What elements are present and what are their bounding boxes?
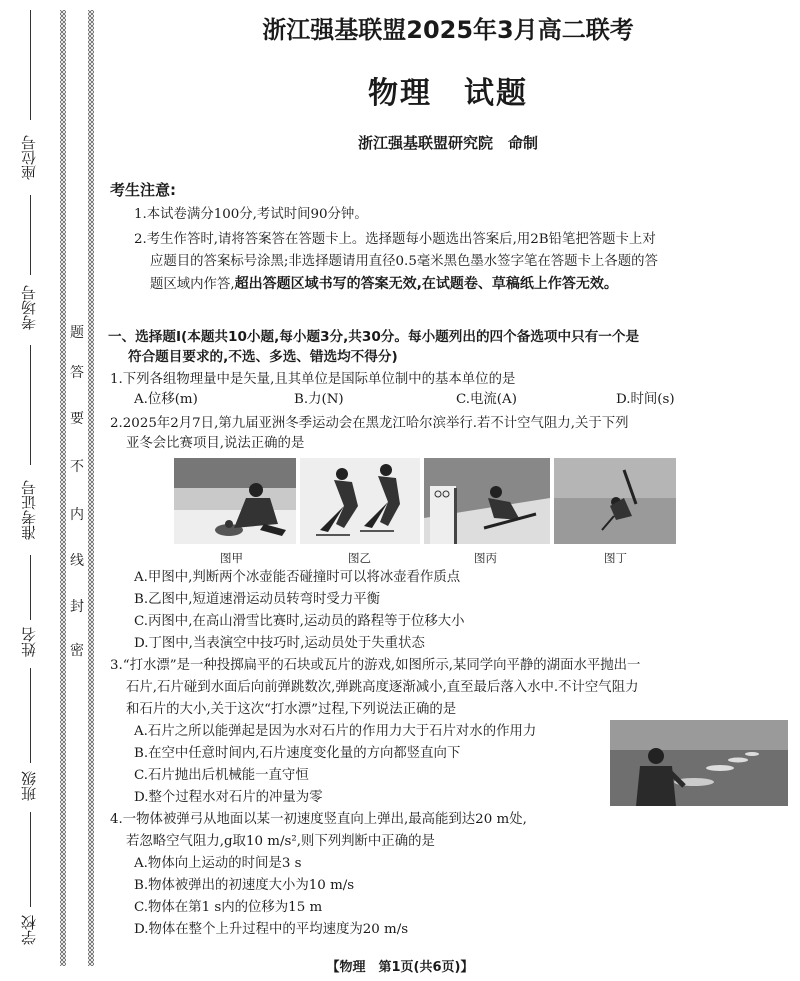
question-4-option-d: D.物体在整个上升过程中的平均速度为20 m/s [134, 922, 409, 937]
admission-number-label: 准考证号 [20, 480, 38, 540]
admission-line [30, 345, 31, 465]
seal-char: 答 [70, 365, 84, 381]
figure-caption-jia: 图甲 [220, 551, 243, 565]
question-1-option-a: A.位移(m) [134, 392, 198, 407]
question-4-option-b: B.物体被弹出的初速度大小为10 m/s [134, 878, 355, 893]
question-2-stem-line-1: 2.2025年2月7日,第九届亚洲冬季运动会在黑龙江哈尔滨举行.若不计空气阻力,关于下列 [110, 416, 629, 431]
seal-char: 不 [70, 459, 84, 475]
section-1-heading-line-1: 一、选择题Ⅰ(本题共10小题,每小题3分,共30分。每小题列出的四个备选项中只有一个是 [108, 329, 640, 345]
notice-item-2-line-3 [150, 274, 618, 295]
figure-caption-bing: 图丙 [474, 551, 497, 565]
exam-room-line [30, 195, 31, 275]
question-3-option-d: D.整个过程水对石片的冲量为零 [134, 790, 323, 805]
question-3-stem-line-3: 和石片的大小,关于这次“打水漂”过程,下列说法正确的是 [126, 702, 457, 717]
question-2-option-d: D.丁图中,当表演空中技巧时,运动员处于失重状态 [134, 636, 425, 651]
seal-char: 要 [70, 411, 84, 427]
notice-item-2-line-2: 应题目的答案标号涂黑;非选择题请用直径0.5毫米黑色墨水签字笔在答题卡上各题的答 [150, 254, 658, 269]
exam-room-label: 考场号 [20, 285, 38, 331]
section-1-heading-line-2: 符合题目要求的,不选、多选、错选均不得分) [128, 349, 398, 365]
question-4-option-c: C.物体在第1 s内的位移为15 m [134, 900, 323, 915]
seal-char: 内 [70, 507, 84, 523]
question-2-option-b: B.乙图中,短道速滑运动员转弯时受力平衡 [134, 592, 380, 607]
binding-sidebar [0, 0, 105, 981]
notice-item-1: 1.本试卷满分100分,考试时间90分钟。 [134, 207, 368, 222]
figure-caption-ding: 图丁 [604, 551, 627, 565]
class-line [30, 668, 31, 763]
question-4-stem-line-2: 若忽略空气阻力,g取10 m/s²,则下列判断中正确的是 [126, 834, 435, 849]
question-2-stem-line-2: 亚冬会比赛项目,说法正确的是 [126, 436, 305, 451]
curling-photo [174, 458, 296, 544]
question-1-option-d: D.时间(s) [616, 392, 675, 407]
question-4-option-a: A.物体向上运动的时间是3 s [134, 856, 302, 871]
speed-skating-photo [300, 458, 420, 544]
school-label: 学校 [20, 915, 38, 945]
question-3-stem-line-1: 3.“打水漂”是一种投掷扁平的石块或瓦片的游戏,如图所示,某同学向平静的湖面水平抛出一 [110, 658, 641, 673]
notice-item-2-line-3a: 题区域内作答, [150, 277, 235, 292]
author-line: 浙江强基联盟研究院 命制 [357, 134, 538, 152]
seat-line [30, 10, 31, 120]
name-line [30, 555, 31, 620]
notice-item-2-line-1: 2.考生作答时,请将答案答在答题卡上。选择题每小题选出答案后,用2B铅笔把答题卡上对 [134, 232, 656, 247]
question-1-option-b: B.力(N) [294, 392, 344, 407]
alpine-skiing-photo [424, 458, 550, 544]
seal-char: 密 [70, 643, 84, 659]
notice-bold-warning: 超出答题区域书写的答案无效,在试题卷、草稿纸上作答无效。 [234, 276, 618, 292]
question-1-stem: 1.下列各组物理量中是矢量,且其单位是国际单位制中的基本单位的是 [110, 372, 516, 387]
seal-char: 题 [70, 325, 84, 341]
question-3-stem-line-2: 石片,石片碰到水面后向前弹跳数次,弹跳高度逐渐减小,直至最后落入水中.不计空气阻力 [126, 680, 639, 695]
seal-stripe-inner [66, 10, 88, 966]
question-1-option-c: C.电流(A) [456, 392, 517, 407]
notice-heading: 考生注意: [110, 181, 176, 199]
question-3-option-c: C.石片抛出后机械能一直守恒 [134, 768, 309, 783]
figure-caption-yi: 图乙 [348, 551, 371, 565]
seat-number-label: 座位号 [20, 135, 38, 181]
stone-skipping-photo [610, 720, 788, 806]
subject-title: 物理 试题 [368, 76, 528, 111]
question-2-option-a: A.甲图中,判断两个冰壶能否碰撞时可以将冰壶看作质点 [134, 570, 461, 585]
page-footer: 【物理 第1页(共6页)】 [326, 960, 474, 975]
seal-char: 线 [70, 553, 84, 569]
seal-char: 封 [70, 599, 84, 615]
question-4-stem-line-1: 4.一物体被弹弓从地面以某一初速度竖直向上弹出,最高能到达20 m处, [110, 812, 527, 827]
school-line [30, 812, 31, 907]
question-3-option-b: B.在空中任意时间内,石片速度变化量的方向都竖直向下 [134, 746, 461, 761]
question-3-option-a: A.石片之所以能弹起是因为水对石片的作用力大于石片对水的作用力 [134, 724, 537, 739]
name-label: 姓名 [20, 627, 38, 657]
exam-title: 浙江强基联盟2025年3月高二联考 [262, 16, 634, 44]
class-label: 班级 [20, 771, 38, 801]
aerial-skiing-photo [554, 458, 676, 544]
question-2-option-c: C.丙图中,在高山滑雪比赛时,运动员的路程等于位移大小 [134, 614, 465, 629]
